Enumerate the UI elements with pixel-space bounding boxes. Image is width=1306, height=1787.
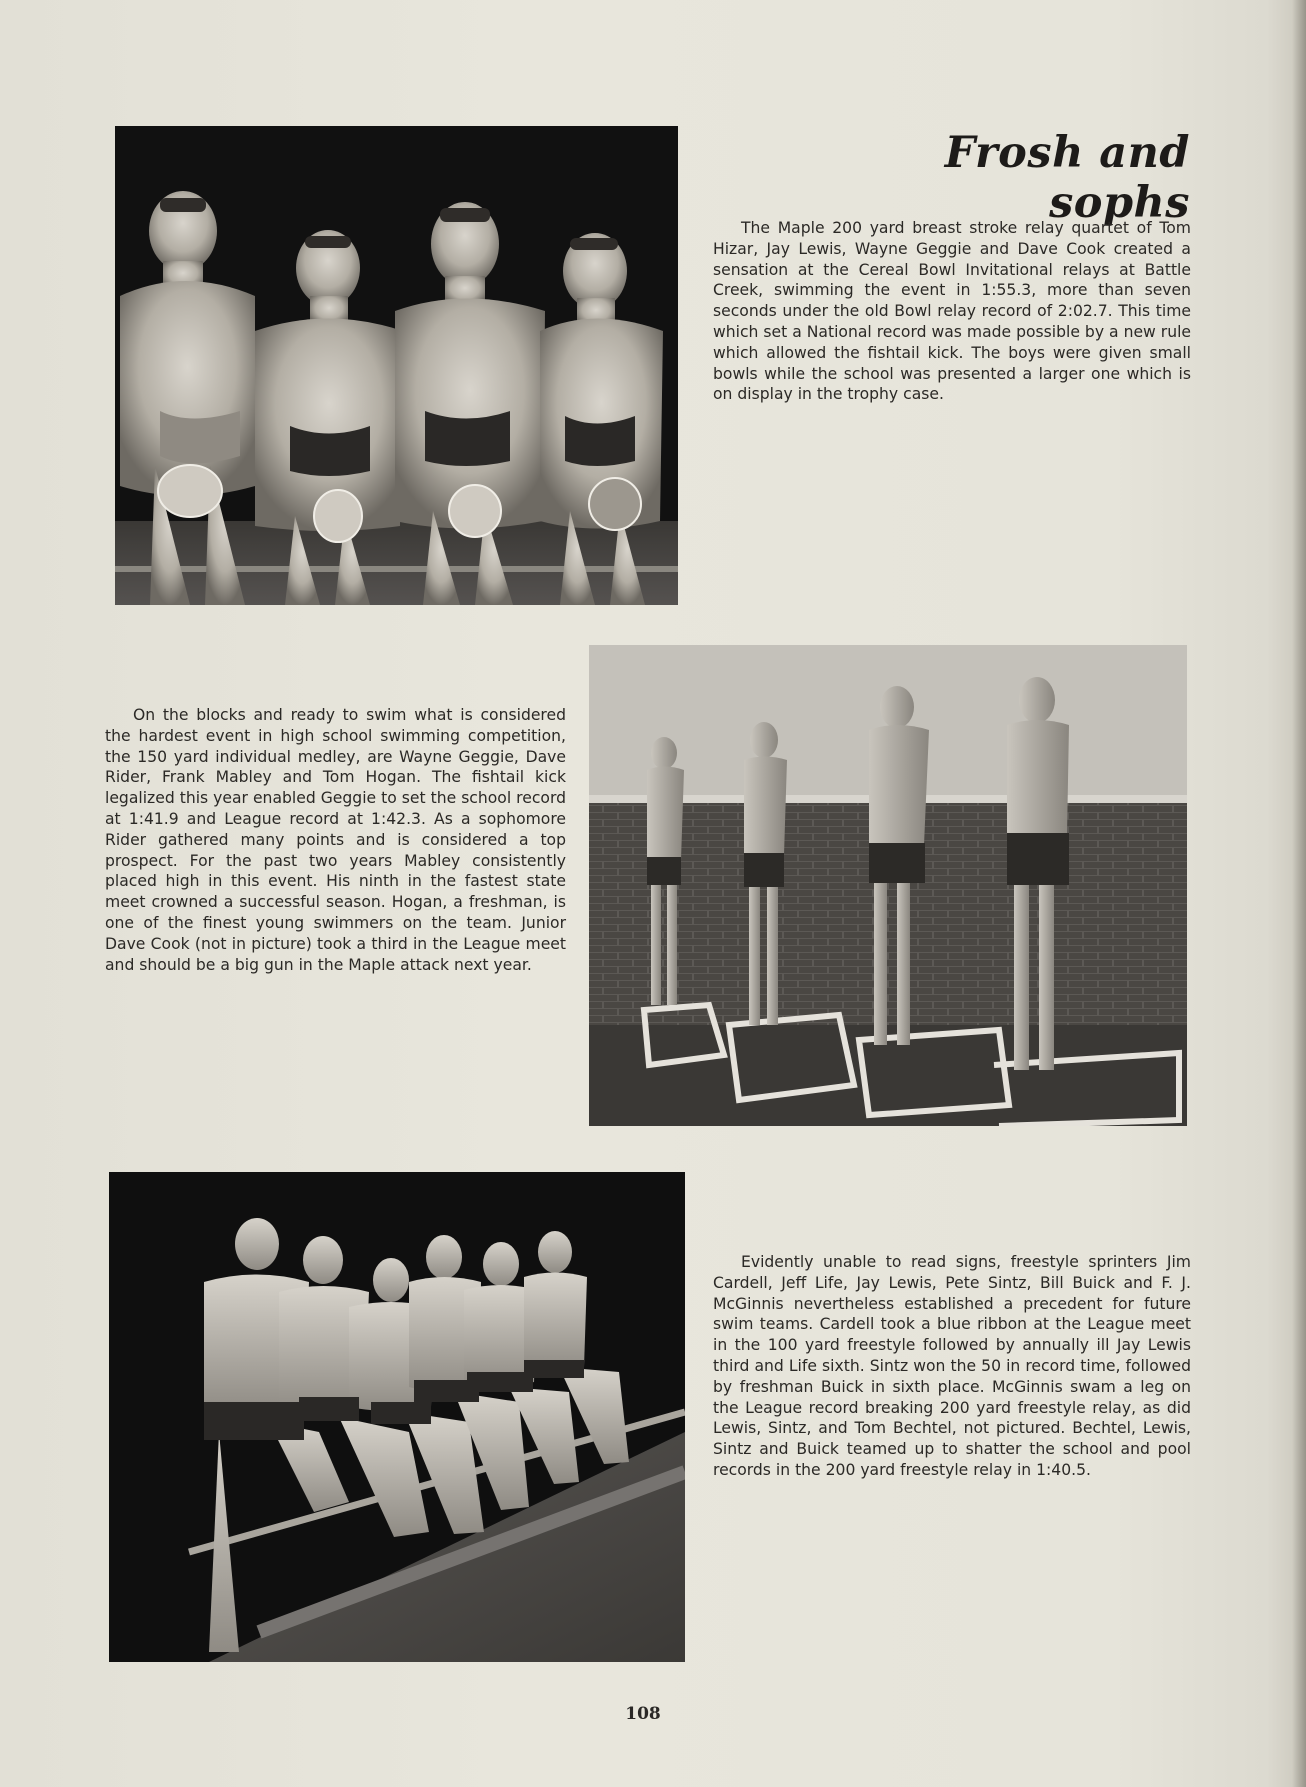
page-title: Frosh and sophs [944, 128, 1190, 228]
relay-quartet-photo [115, 126, 678, 605]
starting-blocks-photo [589, 645, 1187, 1126]
medley-caption: On the blocks and ready to swim what is considered the hardest event in high school swimming competition, the 150 yard individual medley, are Wayne Geggie, Dave Rider, Frank Mabley and Tom Hogan. The fishtail kick legalized this year enabled Geggie to set the school record at 1:41.9 and League record at 1:42.3. As a sophomore Rider gathered many points and is considered a top prospect. For the past two years Mabley consistently placed high in this event. His ninth in the fastest state meet crowned a successful season. Hogan, a freshman, is one of the finest young swimmers on the team. Junior Dave Cook (not in picture) took a third in the League meet and should be a big gun in the Maple attack next year. [105, 706, 566, 974]
page-number: 108 [625, 1704, 661, 1724]
relay-caption: The Maple 200 yard breast stroke relay quartet of Tom Hizar, Jay Lewis, Wayne Geggie and Dave Cook created a sensation at the Cereal Bowl Invitational relays at Battle Creek, swimming the event in 1:55.3, more than seven seconds under the old Bowl relay record of 2:02.7. This time which set a National record was made possible by a new rule which allowed the fishtail kick. The boys were given small bowls while the school was presented a larger one which is on display in the trophy case. [713, 219, 1191, 404]
sprinters-caption: Evidently unable to read signs, freestyle sprinters Jim Cardell, Jeff Life, Jay Lewis, Pete Sintz, Bill Buick and F. J. McGinnis nevertheless established a precedent for future swim teams. Cardell took a blue ribbon at the League meet in the 100 yard freestyle followed by annually ill Jay Lewis third and Life sixth. Sintz won the 50 in record time, followed by freshman Buick in sixth place. McGinnis swam a leg on the League record breaking 200 yard freestyle relay, as did Lewis, Sintz, and Tom Bechtel, not pictured. Bechtel, Lewis, Sintz and Buick teamed up to shatter the school and pool records in the 200 yard freestyle relay in 1:40.5. [713, 1253, 1191, 1479]
freestyle-sprinters-photo [109, 1172, 685, 1662]
page-edge-shadow [1292, 0, 1306, 1787]
